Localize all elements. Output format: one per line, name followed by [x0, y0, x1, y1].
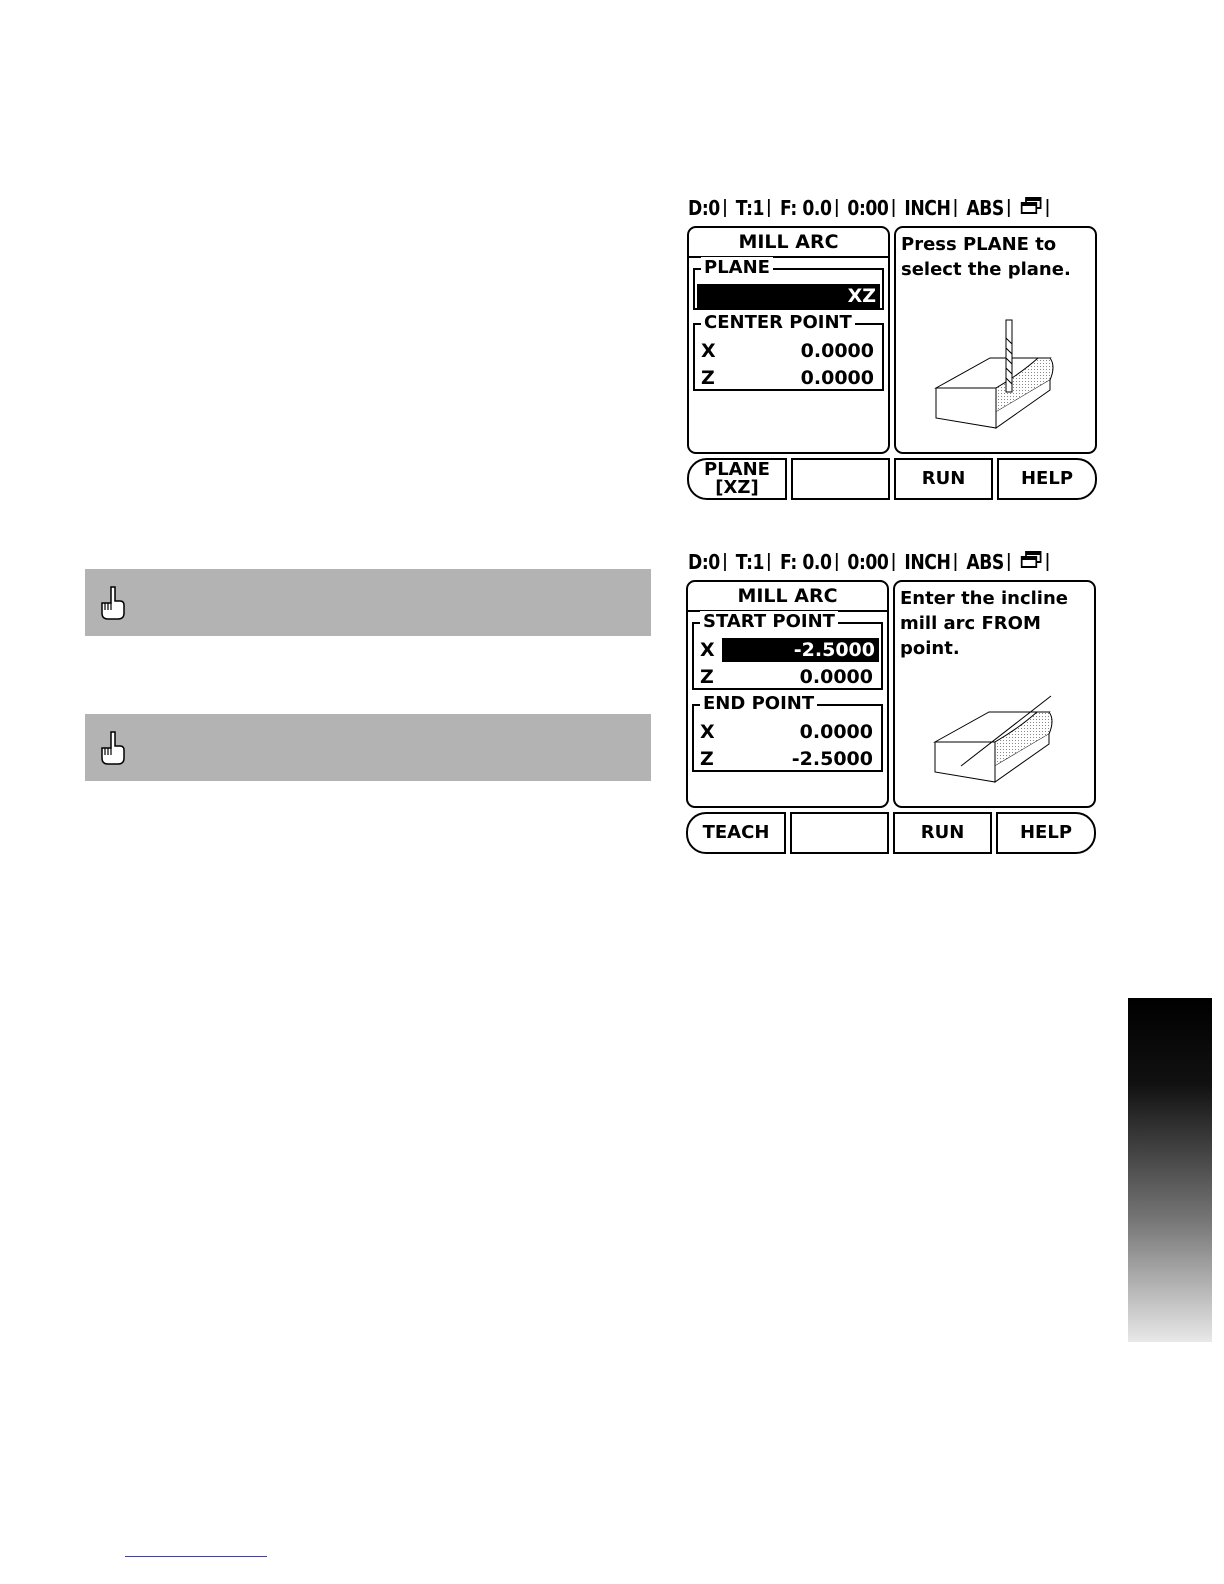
tool-indicator: T:1	[735, 196, 765, 220]
run-softkey[interactable]: RUN	[894, 458, 993, 500]
input-panel	[687, 226, 890, 454]
end-z-field[interactable]: Z -2.5000	[700, 748, 873, 770]
plane-field[interactable]: XZ	[697, 284, 880, 308]
feed-indicator: F: 0.0	[779, 550, 832, 574]
panel-title: MILL ARC	[688, 582, 887, 612]
time-indicator: 0:00	[847, 196, 889, 220]
pointing-hand-icon	[99, 730, 127, 766]
datum-indicator: D:0	[688, 196, 720, 220]
center-point-group	[693, 312, 884, 391]
start-z-field[interactable]: Z 0.0000	[700, 666, 873, 688]
mode-indicator: ABS	[966, 550, 1004, 574]
blank-softkey[interactable]	[791, 458, 890, 500]
chapter-tab	[1128, 998, 1212, 1342]
mode-indicator: ABS	[966, 196, 1004, 220]
center-point-legend: CENTER POINT	[701, 312, 855, 334]
help-text: Press PLANE to select the plane.	[901, 234, 1071, 280]
tool-indicator: T:1	[735, 550, 765, 574]
run-softkey[interactable]: RUN	[893, 812, 992, 854]
time-indicator: 0:00	[847, 550, 889, 574]
status-bar	[688, 550, 1052, 576]
center-x-field[interactable]: X 0.0000	[701, 340, 874, 362]
help-panel	[893, 580, 1096, 808]
footer-rule	[125, 1556, 267, 1557]
plane-group	[693, 257, 884, 310]
plane-legend: PLANE	[701, 257, 773, 279]
blank-softkey[interactable]	[790, 812, 889, 854]
note-box	[85, 569, 651, 636]
incline-arc-illustration	[931, 692, 1071, 802]
help-panel	[894, 226, 1097, 454]
units-indicator: INCH	[904, 196, 951, 220]
start-point-group	[692, 611, 883, 690]
input-panel	[686, 580, 889, 808]
plane-softkey[interactable]: PLANE [XZ]	[687, 458, 787, 500]
help-softkey[interactable]: HELP	[996, 812, 1096, 854]
help-softkey[interactable]: HELP	[997, 458, 1097, 500]
center-z-field[interactable]: Z 0.0000	[701, 367, 874, 389]
help-text: Enter the incline mill arc FROM point.	[900, 588, 1068, 659]
start-x-field[interactable]: X -2.5000	[698, 638, 877, 662]
start-point-legend: START POINT	[700, 611, 838, 633]
window-stack-icon	[1020, 550, 1042, 574]
datum-indicator: D:0	[688, 550, 720, 574]
panel-title: MILL ARC	[689, 228, 888, 258]
note-box	[85, 714, 651, 781]
window-stack-icon	[1020, 196, 1042, 220]
teach-softkey[interactable]: TEACH	[686, 812, 786, 854]
status-bar	[688, 196, 1052, 222]
feed-indicator: F: 0.0	[779, 196, 832, 220]
end-x-field[interactable]: X 0.0000	[700, 721, 873, 743]
mill-arc-illustration	[932, 318, 1072, 438]
pointing-hand-icon	[99, 585, 127, 621]
end-point-group	[692, 693, 883, 772]
units-indicator: INCH	[904, 550, 951, 574]
end-point-legend: END POINT	[700, 693, 817, 715]
